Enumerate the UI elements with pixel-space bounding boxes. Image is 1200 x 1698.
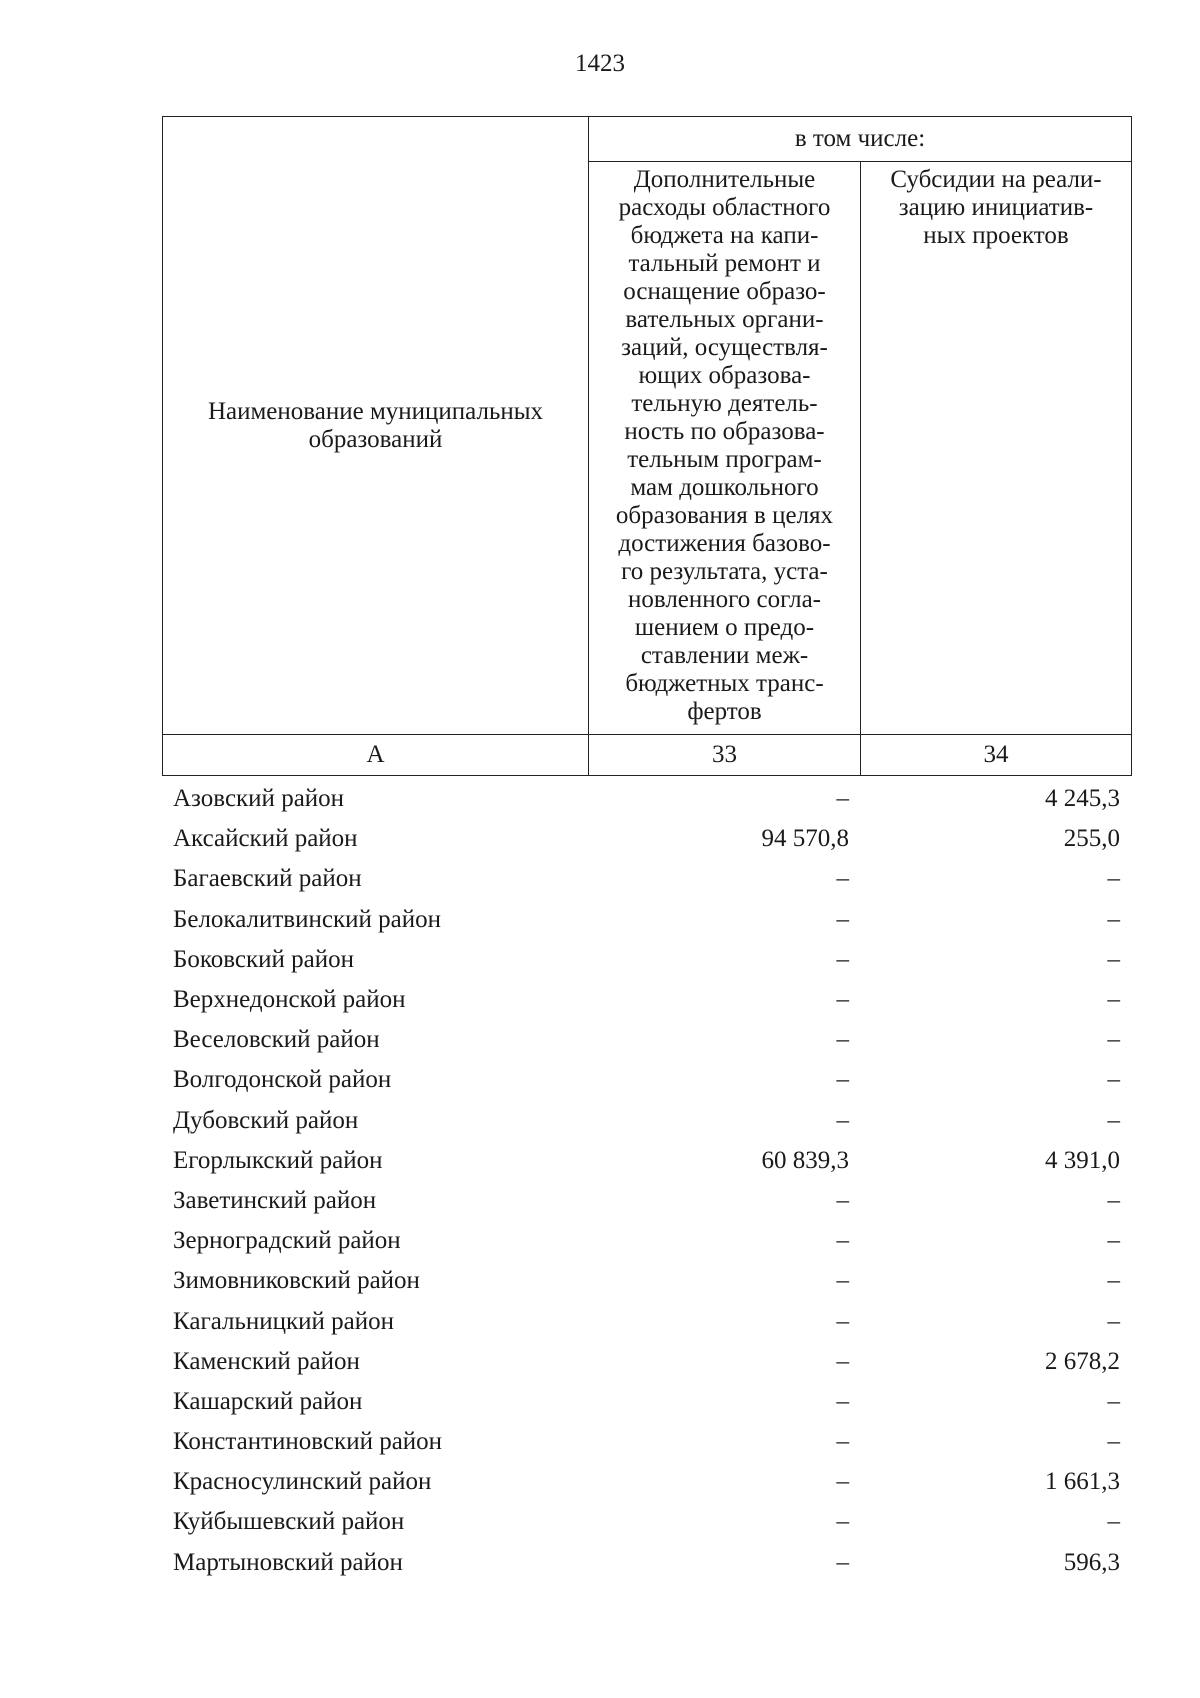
col34-line: ных проектов — [923, 222, 1069, 249]
col34-line: Субсидии на реали- — [890, 166, 1102, 193]
value-col34: – — [1107, 1267, 1120, 1295]
col33-line: вательных органи- — [625, 306, 824, 333]
value-col33: – — [836, 1347, 849, 1375]
value-col34: – — [1107, 1186, 1120, 1214]
table-row — [162, 1382, 1131, 1422]
table-row — [162, 1342, 1131, 1382]
table-row — [162, 1181, 1131, 1221]
col33-line: тальный ремонт и — [628, 250, 821, 277]
municipality-name: Красносулинский район — [173, 1468, 432, 1496]
value-col34: – — [1107, 905, 1120, 933]
municipality-name: Веселовский район — [173, 1026, 380, 1054]
municipality-name: Дубовский район — [173, 1106, 359, 1134]
col33-line: тельным програм- — [627, 446, 822, 473]
table-row — [162, 1422, 1131, 1462]
value-col34: – — [1107, 1227, 1120, 1255]
col33-line: новленного согла- — [627, 586, 822, 613]
municipality-name: Заветинский район — [173, 1186, 377, 1214]
header-col33-number: 33 — [589, 735, 861, 776]
col33-line: ность по образова- — [624, 418, 825, 445]
municipality-name: Аксайский район — [173, 825, 358, 853]
col33-line: достижения базово- — [618, 530, 831, 557]
value-col33: – — [836, 865, 849, 893]
municipality-name: Верхнедонской район — [173, 986, 406, 1014]
header-col33-title — [589, 162, 861, 735]
municipality-name: Азовский район — [173, 785, 345, 813]
table-row — [162, 940, 1131, 980]
table-row — [162, 1060, 1131, 1100]
col33-title-lines — [595, 166, 854, 726]
col33-line: образования в целях — [615, 502, 834, 529]
value-col33: – — [836, 945, 849, 973]
table-row — [162, 1502, 1131, 1542]
col34-title-lines — [867, 166, 1125, 250]
value-col34: – — [1107, 1066, 1120, 1094]
value-col33: – — [836, 1106, 849, 1134]
header-col34-number: 34 — [861, 735, 1132, 776]
col33-line: фертов — [687, 698, 762, 725]
col33-line: заций, осуществля- — [621, 334, 828, 361]
table-row — [162, 779, 1131, 819]
table-row — [162, 1543, 1131, 1583]
municipality-name: Куйбышевский район — [173, 1508, 405, 1536]
value-col33: – — [836, 1186, 849, 1214]
col33-line: го результата, уста- — [621, 558, 828, 585]
header-col-a-number: А — [163, 735, 589, 776]
municipality-name: Кашарский район — [173, 1387, 363, 1415]
value-col33: – — [836, 1227, 849, 1255]
value-col34: – — [1107, 1387, 1120, 1415]
value-col34: – — [1107, 1428, 1120, 1456]
value-col34: – — [1107, 1307, 1120, 1335]
municipality-name: Зерноградский район — [173, 1227, 401, 1255]
value-col33: – — [836, 1267, 849, 1295]
col34-line: зацию инициатив- — [898, 194, 1094, 221]
table-body — [162, 779, 1131, 1583]
table-row — [162, 819, 1131, 859]
col33-line: ющих образова- — [638, 362, 811, 389]
value-col33: – — [836, 1428, 849, 1456]
value-col34: 4 245,3 — [1045, 785, 1120, 813]
value-col34: – — [1107, 1026, 1120, 1054]
table-row — [162, 1141, 1131, 1181]
value-col34: 596,3 — [1063, 1548, 1120, 1576]
value-col34: – — [1107, 986, 1120, 1014]
col33-line: шением о предо- — [634, 614, 815, 641]
table-row — [162, 1020, 1131, 1060]
table-row — [162, 1462, 1131, 1502]
value-col33: – — [836, 1066, 849, 1094]
col33-line: тельную деятель- — [631, 390, 818, 417]
col33-line: бюджета на капи- — [630, 222, 819, 249]
municipality-name: Константиновский район — [173, 1428, 443, 1456]
value-col33: – — [836, 785, 849, 813]
table-row — [162, 900, 1131, 940]
value-col34: 1 661,3 — [1045, 1468, 1120, 1496]
value-col33: – — [836, 986, 849, 1014]
value-col33: – — [836, 905, 849, 933]
page-number: 1423 — [575, 50, 625, 77]
municipality-name: Багаевский район — [173, 865, 362, 893]
table-header — [162, 116, 1132, 776]
value-col34: 4 391,0 — [1045, 1146, 1120, 1174]
value-col33: – — [836, 1548, 849, 1576]
header-municipality-name: Наименование муниципальных образований — [163, 117, 589, 735]
value-col33: – — [836, 1026, 849, 1054]
municipality-name: Белокалитвинский район — [173, 905, 441, 933]
col33-line: ставлении меж- — [640, 642, 809, 669]
value-col34: – — [1107, 1508, 1120, 1536]
table-row — [162, 1101, 1131, 1141]
table-row — [162, 980, 1131, 1020]
municipality-name: Каменский район — [173, 1347, 360, 1375]
table-row — [162, 1301, 1131, 1341]
value-col33: – — [836, 1387, 849, 1415]
col33-line: бюджетных транс- — [625, 670, 824, 697]
table-row — [162, 1221, 1131, 1261]
table-row — [162, 1261, 1131, 1301]
municipality-name: Боковский район — [173, 945, 354, 973]
value-col33: 94 570,8 — [761, 825, 849, 853]
col33-line: расходы областного — [618, 194, 831, 221]
municipality-name: Зимовниковский район — [173, 1267, 420, 1295]
value-col34: 255,0 — [1063, 825, 1120, 853]
value-col33: – — [836, 1307, 849, 1335]
value-col33: – — [836, 1508, 849, 1536]
col33-line: мам дошкольного — [630, 474, 819, 501]
header-group-label: в том числе: — [589, 117, 1132, 162]
municipality-name: Мартыновский район — [173, 1548, 403, 1576]
municipality-name: Волгодонской район — [173, 1066, 392, 1094]
municipality-name: Егорлыкский район — [173, 1146, 383, 1174]
value-col34: – — [1107, 865, 1120, 893]
value-col34: – — [1107, 1106, 1120, 1134]
table-row — [162, 859, 1131, 899]
value-col34: 2 678,2 — [1045, 1347, 1120, 1375]
header-col34-title — [861, 162, 1132, 735]
col33-line: Дополнительные — [633, 166, 816, 193]
municipality-name: Кагальницкий район — [173, 1307, 395, 1335]
value-col34: – — [1107, 945, 1120, 973]
value-col33: – — [836, 1468, 849, 1496]
col33-line: оснащение образо- — [623, 278, 826, 305]
value-col33: 60 839,3 — [761, 1146, 849, 1174]
